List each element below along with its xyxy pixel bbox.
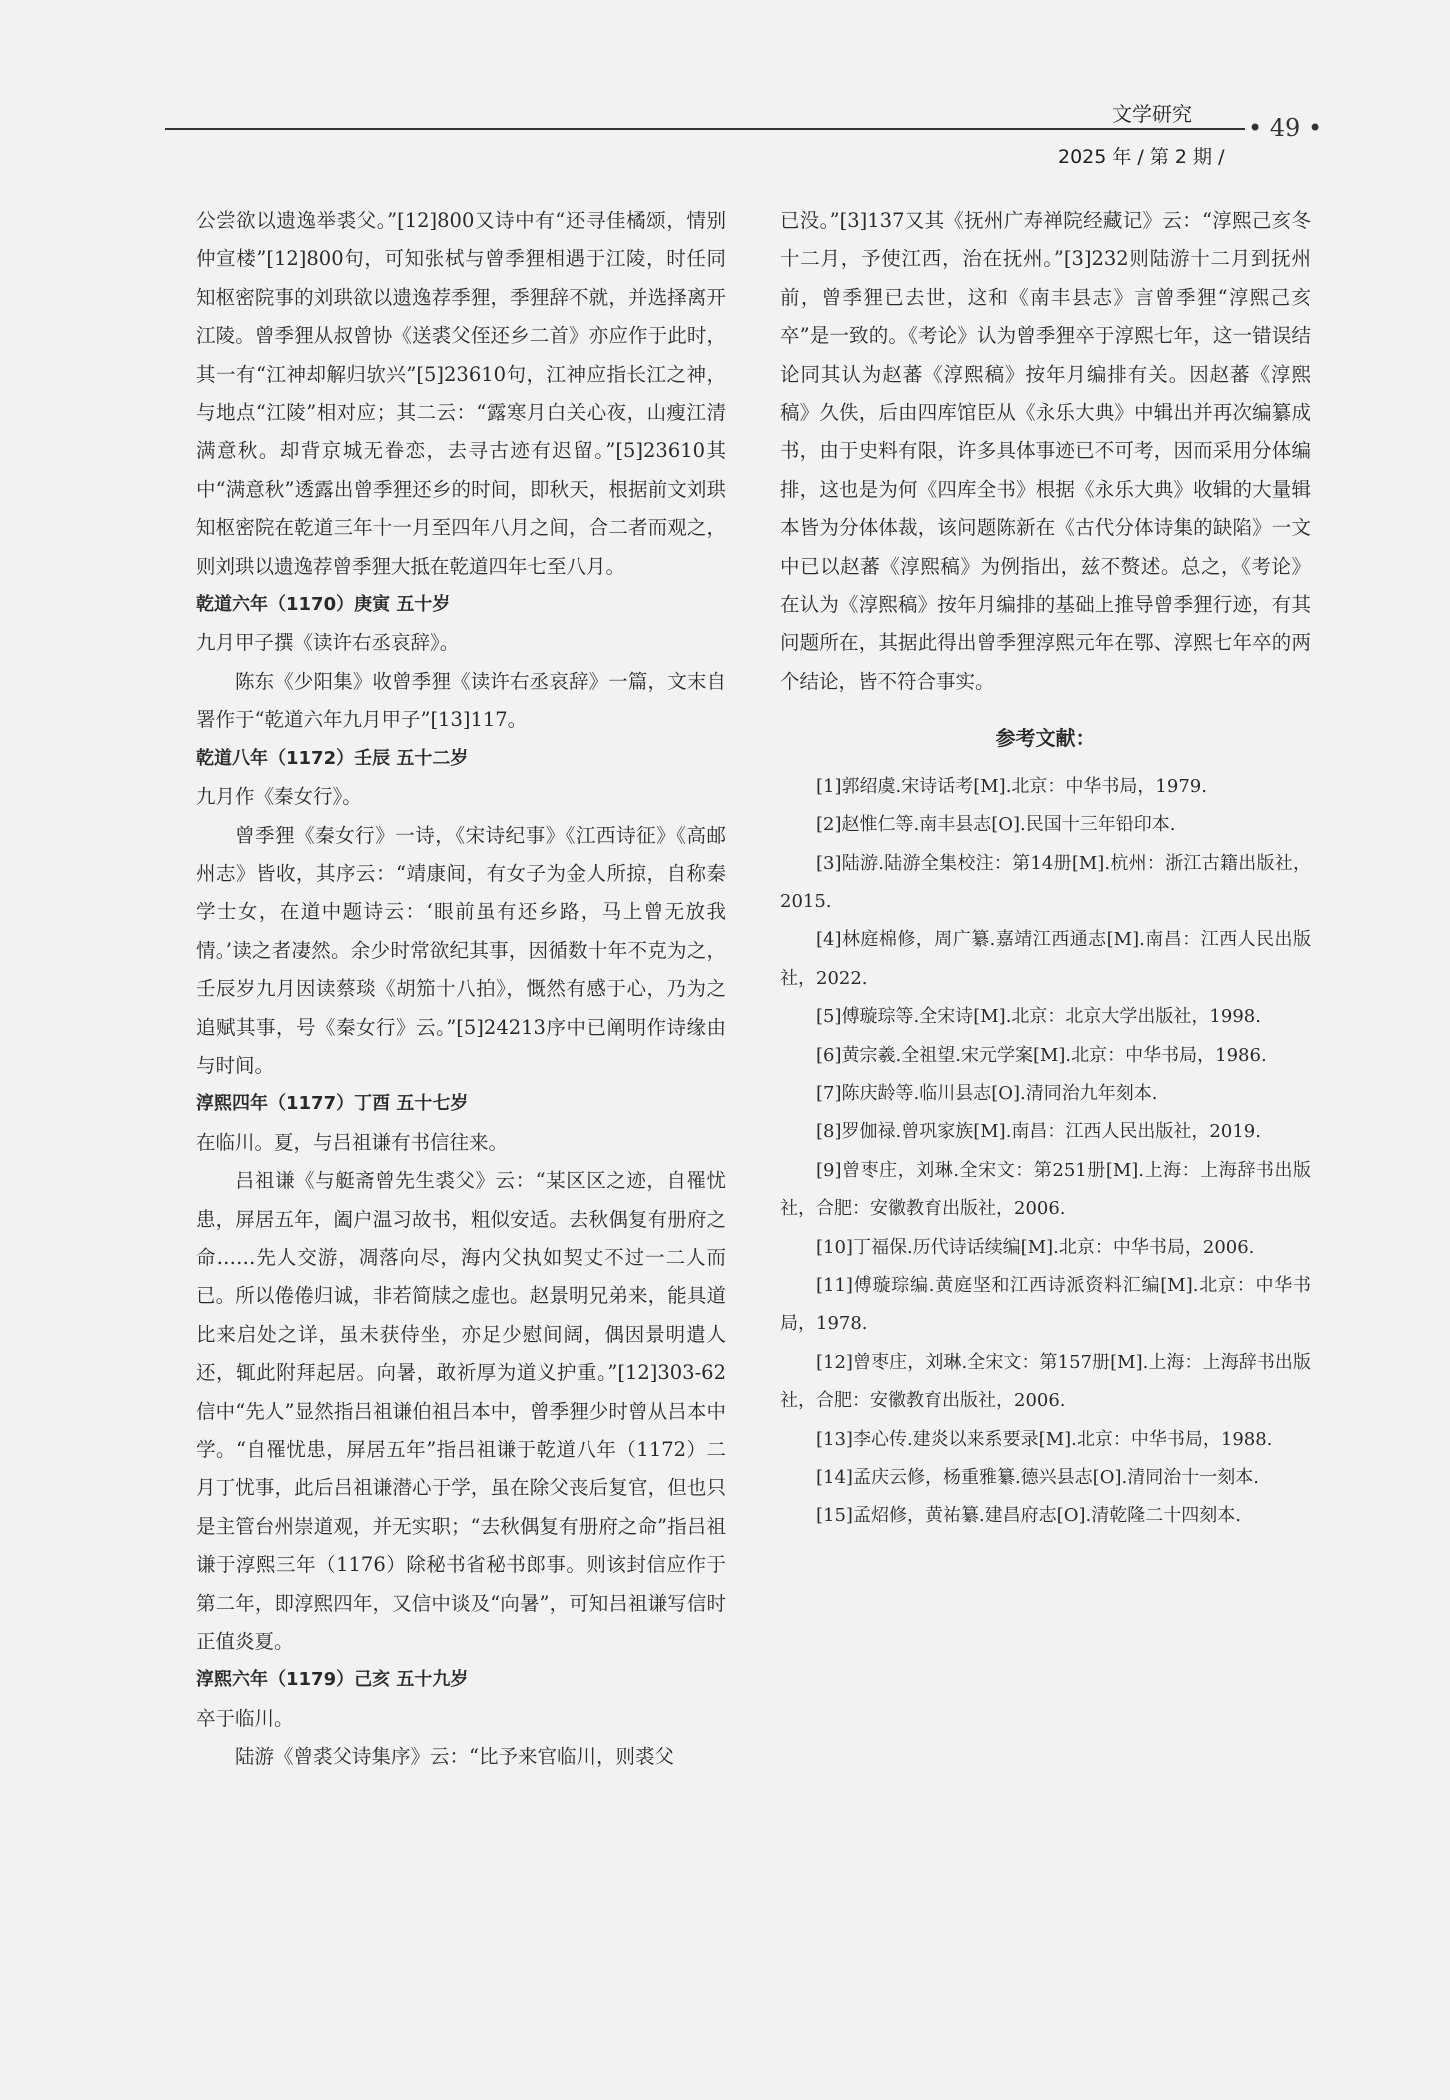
reference-item: [13]李心传.建炎以来系要录[M].北京：中华书局，1988. bbox=[816, 1428, 1273, 1450]
paragraph: 九月作《秦女行》。 bbox=[196, 785, 362, 809]
journal-title: 文学研究 bbox=[1112, 102, 1192, 126]
reference-item: [1]郭绍虞.宋诗话考[M].北京：中华书局，1979. bbox=[816, 775, 1207, 797]
section-heading: 乾道八年（1172）壬辰 五十二岁 bbox=[196, 747, 469, 769]
reference-item: [12]曾枣庄，刘琳.全宋文：第157册[M].上海：上海辞书出版社，合肥：安徽教育出版社，2006. bbox=[780, 1351, 1311, 1412]
section-heading: 淳熙六年（1179）己亥 五十九岁 bbox=[196, 1669, 469, 1691]
reference-item: [15]孟炤修，黄祐纂.建昌府志[O].清乾隆二十四刻本. bbox=[816, 1505, 1241, 1527]
paragraph: 卒于临川。 bbox=[196, 1706, 294, 1730]
reference-item: [4]林庭棉修，周广纂.嘉靖江西通志[M].南昌：江西人民出版社，2022. bbox=[780, 929, 1311, 989]
paragraph: 陆游《曾裘父诗集序》云：“比予来官临川，则裘父 bbox=[235, 1745, 674, 1769]
paragraph: 吕祖谦《与艇斋曾先生裘父》云：“某区区之迹，自罹忧患，屏居五年，阖户温习故书，粗似安适。去秋偶复有册府之命……先人交游，凋落向尽，海内父执如契丈不过一二人而已。所以倦倦归诚，非若简牍之虚也。赵景明兄弟来，能具道比来启处之详，虽未获侍坐，亦足少慰间阔，偶因景明遣人还，辄此附拜起居。向暑，敢祈厚为道义护重。”[12]303-62信中“先人”显然指吕祖谦伯祖吕本中，曾季狸少时曾从吕本中学。“自罹忧患，屏居五年”指吕祖谦于乾道八年（1172）二月丁忧事，此后吕祖谦潜心于学，虽在除父丧后复官，但也只是主管台州崇道观，并无实职；“去秋偶复有册府之命”指吕祖谦于淳熙三年（1176）除秘书省秘书郎事。则该封信应作于第二年，即淳熙四年，又信中谈及“向暑”，可知吕祖谦写信时正值炎夏。 bbox=[196, 1169, 726, 1654]
paragraph: 在临川。夏，与吕祖谦有书信往来。 bbox=[196, 1130, 509, 1154]
reference-item: [10]丁福保.历代诗话续编[M].北京：中华书局，2006. bbox=[816, 1236, 1255, 1258]
paragraph: 已没。”[3]137又其《抚州广寿禅院经藏记》云：“淳熙己亥冬十二月，予使江西，治在抚州。”[3]232则陆游十二月到抚州前，曾季狸已去世，这和《南丰县志》言曾季狸“淳熙己亥卒”是一致的。《考论》认为曾季狸卒于淳熙七年，这一错误结论同其认为赵蕃《淳熙稿》按年月编排有关。因赵蕃《淳熙稿》久佚，后由四库馆臣从《永乐大典》中辑出并再次编纂成书，由于史料有限，许多具体事迹已不可考，因而采用分体编排，这也是为何《四库全书》根据《永乐大典》收辑的大量辑本皆为分体体裁，该问题陈新在《古代分体诗集的缺陷》一文中已以赵蕃《淳熙稿》为例指出，兹不赘述。总之，《考论》在认为《淳熙稿》按年月编排的基础上推导曾季狸行迹，有其问题所在，其据此得出曾季狸淳熙元年在鄂、淳熙七年卒的两个结论，皆不符合事实。 bbox=[780, 209, 1311, 693]
issue-label: 2025 年 / 第 2 期 / bbox=[1058, 146, 1225, 168]
right-column bbox=[780, 202, 1311, 1536]
section-heading: 淳熙四年（1177）丁酉 五十七岁 bbox=[196, 1093, 469, 1115]
reference-item: [8]罗伽禄.曾巩家族[M].南昌：江西人民出版社，2019. bbox=[816, 1121, 1261, 1143]
reference-item: [2]赵惟仁等.南丰县志[O].民国十三年铅印本. bbox=[816, 814, 1176, 836]
reference-list bbox=[780, 768, 1311, 1536]
reference-item: [7]陈庆龄等.临川县志[O].清同治九年刻本. bbox=[816, 1082, 1158, 1104]
reference-item: [11]傅璇琮编.黄庭坚和江西诗派资料汇编[M].北京：中华书局，1978. bbox=[780, 1274, 1311, 1335]
references-heading: 参考文献： bbox=[995, 726, 1096, 751]
section-heading: 乾道六年（1170）庚寅 五十岁 bbox=[196, 594, 451, 616]
paragraph: 公尝欲以遗逸举裘父。”[12]800又诗中有“还寻佳橘颂，情别仲宣楼”[12]800句，可知张栻与曾季狸相遇于江陵，时任同知枢密院事的刘珙欲以遗逸荐季狸，季狸辞不就，并选择离开江陵。曾季狸从叔曾协《送裘父侄还乡二首》亦应作于此时，其一有“江神却解归欤兴”[5]23610句，江神应指长江之神，与地点“江陵”相对应；其二云：“露寒月白关心夜，山瘦江清满意秋。却背京城无眷恋，去寻古迹有迟留。”[5]23610其中“满意秋”透露出曾季狸还乡的时间，即秋天，根据前文刘珙知枢密院在乾道三年十一月至四年八月之间，合二者而观之，则刘珙以遗逸荐曾季狸大抵在乾道四年七至八月。 bbox=[196, 209, 726, 578]
header-rule bbox=[165, 128, 1245, 130]
reference-item: [14]孟庆云修，杨重雅纂.德兴县志[O].清同治十一刻本. bbox=[816, 1467, 1259, 1488]
reference-item: [6]黄宗羲.全祖望.宋元学案[M].北京：中华书局，1986. bbox=[816, 1044, 1267, 1066]
reference-item: [9]曾枣庄，刘琳.全宋文：第251册[M].上海：上海辞书出版社，合肥：安徽教育出版社，2006. bbox=[780, 1159, 1311, 1220]
page-number: • 49 • bbox=[1248, 114, 1323, 142]
left-column bbox=[196, 202, 726, 1777]
paragraph: 陈东《少阳集》收曾季狸《读许右丞哀辞》一篇，文末自署作于“乾道六年九月甲子”[13]117。 bbox=[196, 669, 726, 732]
paragraph: 九月甲子撰《读许右丞哀辞》。 bbox=[196, 631, 460, 655]
paragraph: 曾季狸《秦女行》一诗，《宋诗纪事》《江西诗征》《高邮州志》皆收，其序云：“靖康间，有女子为金人所掠，自称秦学士女，在道中题诗云：‘眼前虽有还乡路，马上曾无放我情。’读之者凄然。余少时常欲纪其事，因循数十年不克为之，壬辰岁九月因读蔡琰《胡笳十八拍》，慨然有感于心，乃为之追赋其事，号《秦女行》云。”[5]24213序中已阐明作诗缘由与时间。 bbox=[196, 823, 726, 1077]
reference-item: [3]陆游.陆游全集校注：第14册[M].杭州：浙江古籍出版社，2015. bbox=[780, 852, 1311, 912]
reference-item: [5]傅璇琮等.全宋诗[M].北京：北京大学出版社，1998. bbox=[816, 1006, 1261, 1028]
